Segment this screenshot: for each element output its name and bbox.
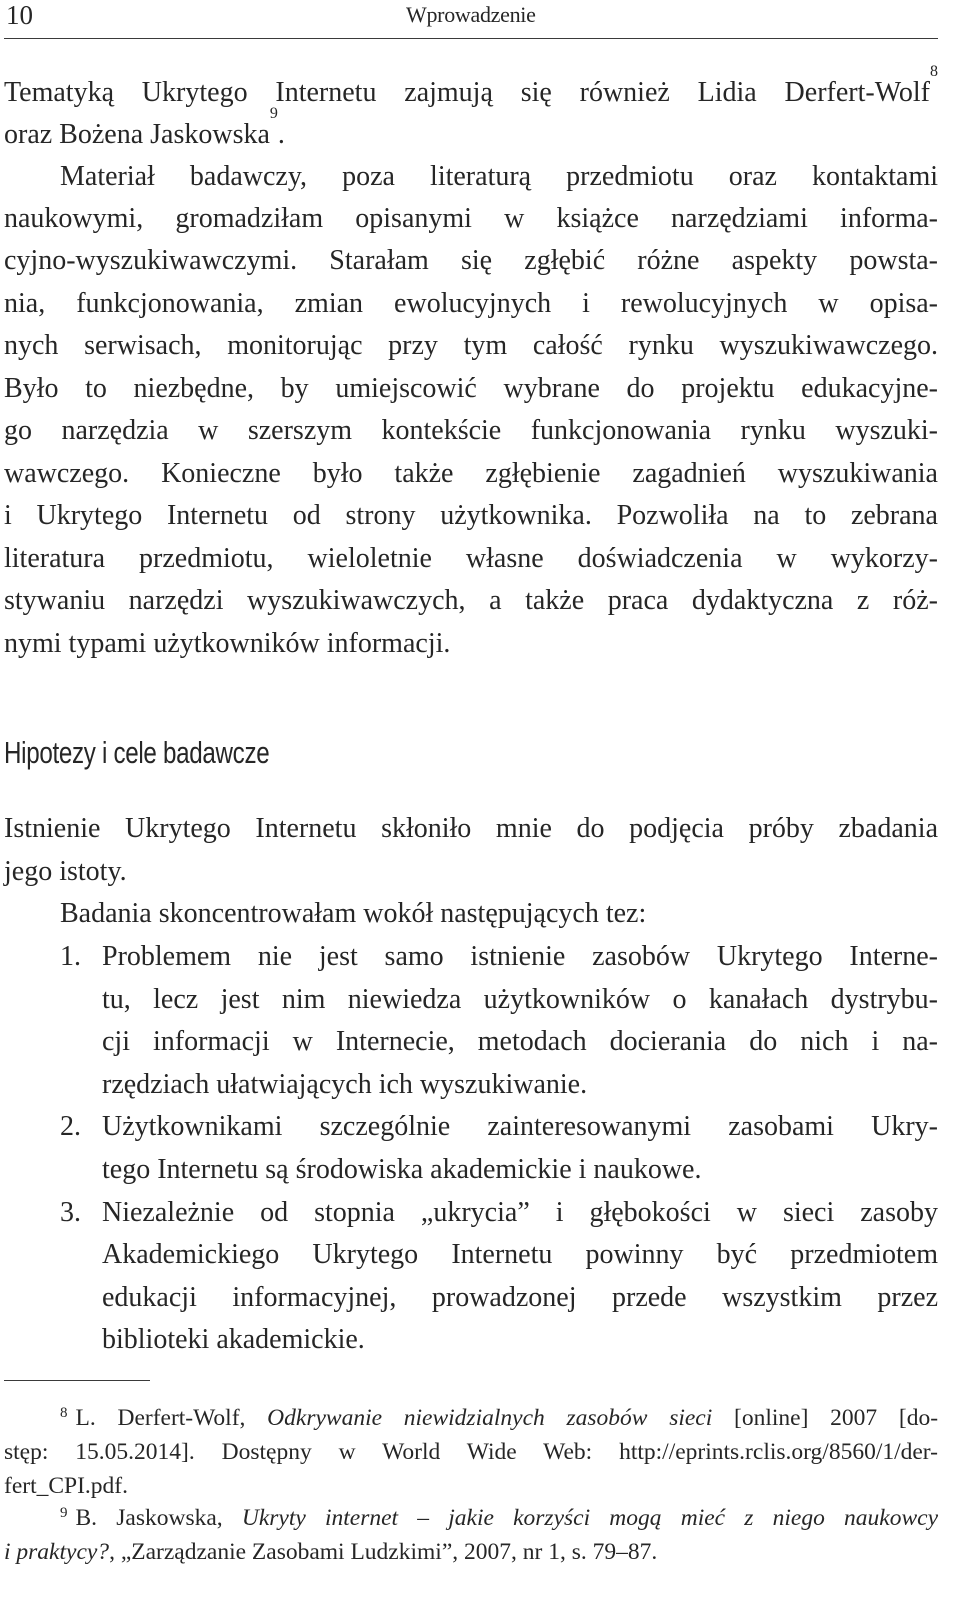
footnote-ref: 8 bbox=[930, 63, 938, 80]
list-item-line: rzędziach ułatwiających ich wyszukiwanie. bbox=[102, 1069, 588, 1100]
footnote-title: i praktycy? bbox=[4, 1539, 110, 1565]
footnote bbox=[60, 1402, 938, 1437]
list-item bbox=[60, 940, 938, 974]
running-header bbox=[4, 0, 938, 39]
theses-intro: Badania skoncentrowałam wokół następujących tez: bbox=[60, 898, 647, 929]
footnote-number: 9 bbox=[60, 1505, 68, 1521]
list-number: 3. bbox=[60, 1197, 81, 1228]
paragraph-line: nych serwisach, monitorując przy tym całość rynku wyszukiwawczego. bbox=[4, 330, 938, 361]
paragraph-line: literatura przedmiotu, wieloletnie własne doświadczenia w wykorzy- bbox=[4, 543, 938, 574]
list-item bbox=[60, 1196, 938, 1230]
text-span: Problemem nie jest samo istnienie zasobów Ukrytego Interne- bbox=[102, 941, 938, 972]
list-item-line: Akademickiego Ukrytego Internetu powinny być przedmiotem bbox=[102, 1239, 938, 1270]
paragraph-line: naukowymi, gromadziłam opisanymi w książce narzędziami informa- bbox=[4, 203, 938, 234]
footnote-title: Odkrywanie niewidzialnych zasobów sieci bbox=[267, 1405, 713, 1431]
footnote-line: stęp: 15.05.2014]. Dostępny w World Wide Web: http://eprints.rclis.org/8560/1/der- bbox=[4, 1439, 938, 1465]
text-span: . bbox=[277, 119, 285, 150]
footnote-text: , „Zarządzanie Zasobami Ludzkimi”, 2007, nr 1, s. 79–87. bbox=[109, 1539, 658, 1565]
paragraph-line: stywaniu narzędzi wyszukiwawczych, a także praca dydaktyczna z róż- bbox=[4, 585, 938, 616]
list-item-line: cji informacji w Internecie, metodach docierania do nich i na- bbox=[102, 1026, 938, 1057]
footnote-text: [online] 2007 [do- bbox=[734, 1405, 939, 1431]
paragraph-line: nymi typami użytkowników informacji. bbox=[4, 628, 451, 659]
paragraph-line: i Ukrytego Internetu od strony użytkownika. Pozwoliła na to zebrana bbox=[4, 500, 938, 531]
paragraph-line: wawczego. Konieczne było także zgłębienie zagadnień wyszukiwania bbox=[4, 458, 938, 489]
paragraph-line: cyjno-wyszukiwawczymi. Starałam się zgłębić różne aspekty powsta- bbox=[4, 245, 938, 276]
paragraph-line: jego istoty. bbox=[4, 856, 127, 887]
footnote-rule bbox=[4, 1380, 150, 1381]
paragraph-line bbox=[4, 105, 938, 152]
text-span: oraz Bożena Jaskowska bbox=[4, 119, 270, 150]
text-span: Tematyką Ukrytego Internetu zajmują się również Lidia Derfert-Wolf bbox=[4, 77, 930, 108]
paragraph-line: Było to niezbędne, by umiejscowić wybrane do projektu edukacyjne- bbox=[4, 373, 938, 404]
paragraph-line bbox=[4, 63, 938, 110]
list-item-line: edukacji informacyjnej, prowadzonej przede wszystkim przez bbox=[102, 1282, 938, 1313]
footnote-ref: 9 bbox=[269, 105, 278, 122]
footnote-line: fert_CPI.pdf. bbox=[4, 1473, 129, 1499]
footnote-number: 8 bbox=[60, 1405, 68, 1421]
list-item-line: tego Internetu są środowiska akademickie i naukowe. bbox=[102, 1154, 702, 1185]
paragraph-line: nia, funkcjonowania, zmian ewolucyjnych i rewolucyjnych w opisa- bbox=[4, 288, 938, 319]
list-item-line: tu, lecz jest nim niewiedza użytkowników o kanałach dystrybu- bbox=[102, 984, 938, 1015]
text-span: Użytkownikami szczególnie zainteresowanymi zasobami Ukry- bbox=[102, 1111, 938, 1142]
list-item bbox=[60, 1110, 938, 1144]
footnote bbox=[60, 1502, 938, 1537]
paragraph-line: Istnienie Ukrytego Internetu skłoniło mnie do podjęcia próby zbadania bbox=[4, 813, 938, 844]
paragraph-line: go narzędzia w szerszym kontekście funkcjonowania rynku wyszuki- bbox=[4, 415, 938, 446]
text-span: Niezależnie od stopnia „ukrycia” i głębokości w sieci zasoby bbox=[102, 1197, 938, 1228]
list-number: 2. bbox=[60, 1111, 81, 1142]
footnote-line bbox=[4, 1536, 938, 1568]
footnote-author: B. Jaskowska, bbox=[75, 1505, 223, 1531]
page-number: 10 bbox=[6, 0, 33, 30]
footnote-title: Ukryty internet – jakie korzyści mogą mieć z niego naukowcy bbox=[241, 1505, 939, 1531]
list-number: 1. bbox=[60, 941, 81, 972]
running-title: Wprowadzenie bbox=[406, 2, 536, 27]
footnote-author: L. Derfert-Wolf, bbox=[75, 1405, 246, 1431]
list-item-line: biblioteki akademickie. bbox=[102, 1324, 365, 1355]
section-heading: Hipotezy i cele badawcze bbox=[4, 735, 270, 770]
paragraph-line: Materiał badawczy, poza literaturą przedmiotu oraz kontaktami bbox=[60, 161, 938, 192]
